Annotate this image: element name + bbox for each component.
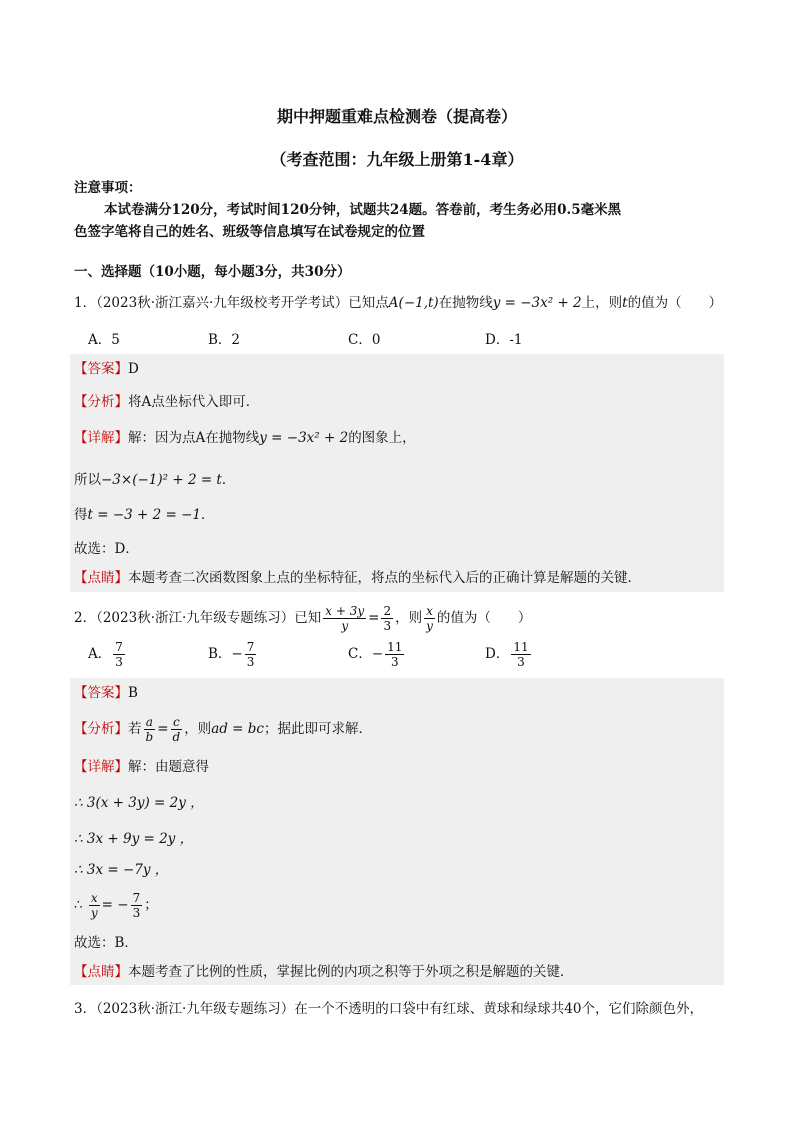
option-d: D． $\frac{11}{3}$ <box>485 640 529 669</box>
comment-line: 【点睛】本题考查二次函数图象上点的坐标特征，将点的坐标代入后的正确计算是解题的关键． <box>74 570 641 586</box>
option-c: C．0 <box>348 332 381 348</box>
notes-heading: 注意事项： <box>74 180 142 196</box>
math-point: A(−1,t) <box>388 295 439 311</box>
choice-line: 故选：B． <box>74 935 138 951</box>
math-fraction: $\frac{x}{y}$ <box>426 604 433 633</box>
math-fraction: $\frac{2}{3}$ <box>383 604 392 633</box>
question-source: （2023秋·浙江嘉兴·九年级校考开学考试）已知点 <box>96 295 389 311</box>
step-line: ∴ 3(x + 3y) = 2y ， <box>74 795 204 811</box>
option-a: A．5 <box>88 332 120 348</box>
page-subtitle: （考查范围：九年级上册第1-4章） <box>270 150 524 169</box>
math-parabola: y = −3x² + 2 <box>492 295 582 311</box>
notes-line-1: 本试卷满分120分，考试时间120分钟，试题共24题。答卷前，考生务必用0.5毫米黑 <box>104 202 622 218</box>
option-b: B．− $\frac{7}{3}$ <box>208 640 255 669</box>
answer-line: 【答案】B <box>74 685 138 701</box>
detail-line: 【详解】解：由题意得 <box>74 759 209 775</box>
choice-line: 故选：D． <box>74 541 139 557</box>
section-heading: 一、选择题（10小题，每小题3分，共30分） <box>74 264 351 280</box>
question-1: 1．（2023秋·浙江嘉兴·九年级校考开学考试）已知点A(−1,t)在抛物线y = −3x² + 2上，则t的值为（ ） <box>74 295 723 311</box>
page-title: 期中押题重难点检测卷（提高卷） <box>276 107 517 126</box>
notes-line-2: 色签字笔将自己的姓名、班级等信息填写在试卷规定的位置 <box>74 224 425 240</box>
analysis-line: 【分析】将A点坐标代入即可． <box>74 394 260 410</box>
analysis-line: 【分析】若 $\frac{a}{b}$ = $\frac{c}{d}$ ，则ad = bc；据此即可求解． <box>74 715 372 744</box>
option-c: C．− $\frac{11}{3}$ <box>348 640 403 669</box>
step-line: 所以−3×(−1)² + 2 = t． <box>74 472 236 488</box>
question-number: 1． <box>74 295 97 311</box>
step-line: ∴ 3x + 9y = 2y ， <box>74 831 194 847</box>
detail-line: 【详解】解：因为点A在抛物线y = −3x² + 2的图象上， <box>74 430 416 446</box>
option-d: D．-1 <box>485 332 523 348</box>
question-number: 2． <box>74 610 97 626</box>
question-2: 2．（2023秋·浙江·九年级专题练习）已知 $\frac{x + 3y}{y}$ = $\frac{2}{3}$ ，则 $\frac{x}{y}$ 的值为（ ） <box>74 604 532 633</box>
comment-line: 【点睛】本题考查了比例的性质，掌握比例的内项之积等于外项之积是解题的关键． <box>74 964 574 980</box>
step-line: 得t = −3 + 2 = −1． <box>74 507 215 523</box>
option-a: A． $\frac{7}{3}$ <box>88 640 123 669</box>
math-fraction: $\frac{x + 3y}{y}$ <box>325 604 365 633</box>
question-source: （2023秋·浙江·九年级专题练习）已知 <box>96 610 322 626</box>
answer-line: 【答案】D <box>74 361 139 377</box>
step-line: ∴ 3x = −7y ， <box>74 862 169 878</box>
option-b: B．2 <box>208 332 241 348</box>
step-line: ∴ $\frac{x}{y}$ = − $\frac{7}{3}$ ； <box>74 891 158 920</box>
question-3: 3．（2023秋·浙江·九年级专题练习）在一个不透明的口袋中有红球、黄球和绿球共40个，它们除颜色外， <box>74 1001 703 1017</box>
